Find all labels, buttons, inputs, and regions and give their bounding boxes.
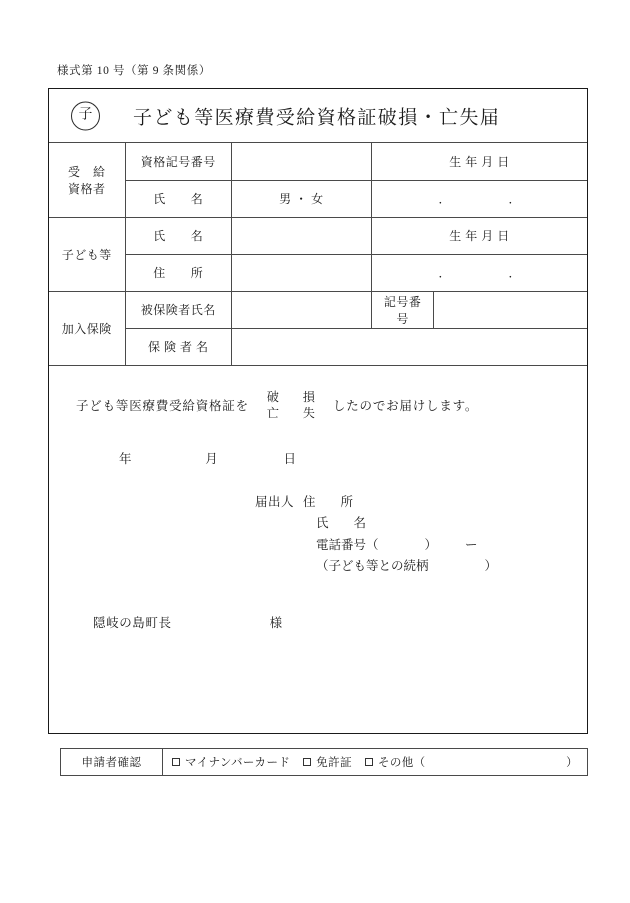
checkbox-other-icon[interactable] (365, 758, 373, 766)
checkbox-mynumber-icon[interactable] (172, 758, 180, 766)
checkbox-license-icon[interactable] (303, 758, 311, 766)
table-row (49, 180, 587, 217)
verification-option-other-label: その他（ (377, 757, 426, 769)
title-band (49, 89, 587, 143)
applicant-phone-paren-close: ） (424, 537, 438, 552)
field-child-birthdate[interactable] (372, 254, 587, 291)
field-recipient-gender[interactable]: 男 ・ 女 (231, 180, 371, 217)
field-recipient-birthdate[interactable] (372, 180, 587, 217)
field-child-name[interactable] (231, 217, 371, 254)
birthdate-dot-1: ． (438, 192, 451, 206)
declaration-lead: 子ども等医療費受給資格証を (76, 398, 249, 413)
addressee-line (93, 613, 283, 631)
applicant-name-line (255, 513, 497, 535)
verification-option-mynumber-label: マイナンバーカード (185, 757, 291, 769)
option-lost[interactable]: 亡 失 (266, 405, 321, 420)
table-row (49, 328, 587, 365)
label-child-name: 氏 名 (125, 217, 231, 254)
table-row (49, 217, 587, 254)
label-child-address: 住 所 (125, 254, 231, 291)
label-recipient-birthdate: 生 年 月 日 (372, 143, 587, 180)
label-insured-name: 被保険者氏名 (125, 291, 231, 328)
applicant-phone-label: 電話番号（ (316, 537, 379, 552)
declaration-trail: したのでお届けします。 (332, 398, 479, 413)
field-qualification-number[interactable] (231, 143, 371, 180)
applicant-phone-dash: ー (465, 537, 478, 552)
label-recipient-name: 氏 名 (125, 180, 231, 217)
declaration-statement (76, 389, 478, 421)
child-mark-icon: 子 (71, 101, 100, 130)
date-day-label: 日 (283, 451, 297, 466)
declaration-area (49, 366, 587, 724)
applicant-address-line (255, 492, 497, 514)
main-form-box (48, 88, 588, 734)
applicant-relation-line (255, 556, 497, 578)
damage-loss-options[interactable] (261, 389, 321, 421)
field-insurer-name[interactable] (231, 328, 587, 365)
applicant-relation-label: （子ども等との続柄 (316, 559, 429, 573)
addressee-honorific: 様 (269, 615, 283, 630)
verification-label: 申請者確認 (61, 749, 163, 775)
option-damaged[interactable]: 破 損 (266, 389, 321, 404)
addressee-name: 隠岐の島町長 (93, 615, 172, 630)
row-head-recipient-line1: 受 給 (68, 164, 106, 179)
label-insurer-name: 保 険 者 名 (125, 328, 231, 365)
verification-options (163, 749, 587, 775)
applicant-phone-line (255, 535, 497, 557)
verification-option-mynumber[interactable] (172, 754, 290, 770)
label-symbol-number: 記号番号 (372, 291, 434, 328)
verification-option-other[interactable] (365, 754, 426, 770)
applicant-title: 届出人 (255, 494, 295, 509)
applicant-relation-paren-close: ） (484, 559, 498, 573)
row-head-recipient (49, 143, 125, 217)
field-symbol-number[interactable] (434, 291, 587, 328)
row-head-recipient-line2: 資格者 (68, 181, 106, 196)
applicant-name-label: 氏 名 (316, 516, 367, 530)
submission-date-line[interactable] (119, 449, 297, 467)
date-year-label: 年 (119, 451, 133, 466)
table-row (49, 254, 587, 291)
field-insured-name[interactable] (231, 291, 371, 328)
label-qualification-number: 資格記号番号 (125, 143, 231, 180)
row-head-child: 子ども等 (49, 217, 125, 291)
form-number-label: 様式第 10 号（第 9 条関係） (57, 65, 211, 77)
birthdate-dot-1: ． (438, 266, 451, 280)
applicant-verification-box (60, 748, 588, 776)
applicant-block (255, 492, 497, 578)
verification-other-paren-close: ） (566, 757, 578, 769)
label-child-birthdate: 生 年 月 日 (372, 217, 587, 254)
birthdate-dot-2: ． (508, 192, 521, 206)
table-row (49, 291, 587, 328)
applicant-info-table (49, 143, 587, 366)
verification-option-license[interactable] (303, 754, 352, 770)
field-child-address[interactable] (231, 254, 371, 291)
date-month-label: 月 (205, 451, 219, 466)
applicant-address-label: 住 所 (303, 494, 354, 509)
birthdate-dot-2: ． (508, 266, 521, 280)
row-head-insurance: 加入保険 (49, 291, 125, 365)
page-title: 子ども等医療費受給資格証破損・亡失届 (133, 107, 501, 128)
table-row (49, 143, 587, 180)
verification-option-license-label: 免許証 (316, 757, 352, 769)
